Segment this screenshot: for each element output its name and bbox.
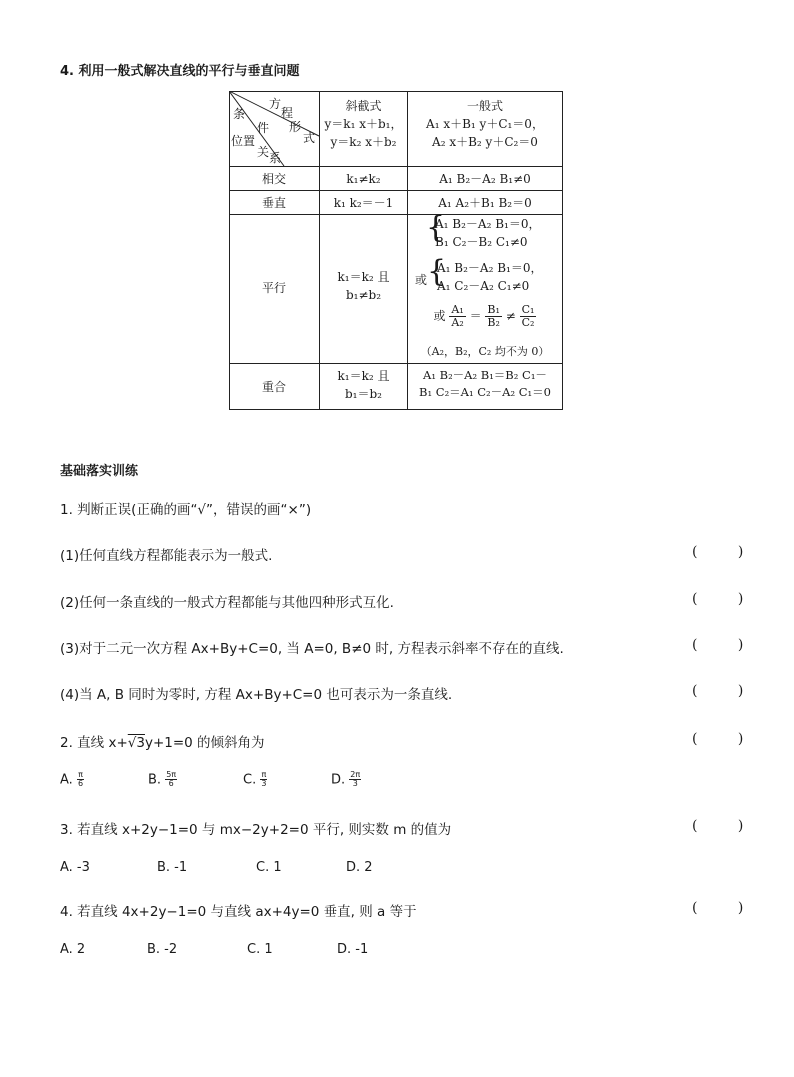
row-perpendicular-slope: k₁ k₂＝－1: [333, 196, 394, 210]
q1-item-3: (3)对于二元一次方程 Ax+By+C=0, 当 A=0, B≠0 时, 方程表示斜率不存在的直线.: [60, 641, 564, 657]
q3-option-c[interactable]: C. 1: [256, 860, 282, 875]
row-parallel-slope-line1: k₁＝k₂ 且: [337, 270, 390, 284]
q2-option-c-frac: [260, 771, 267, 789]
row-parallel-slope: [320, 268, 407, 304]
q1-title: 1. 判断正误(正确的画“√”，错误的画“×”): [60, 502, 312, 518]
ratio-c-num: C₁: [521, 303, 535, 316]
row-coincide-label: 重合: [261, 380, 286, 394]
q2-option-d[interactable]: [331, 771, 361, 789]
row-perpendicular-label: 垂直: [261, 196, 286, 210]
header-slope-intercept-eq2: y＝k₂ x＋b₂: [330, 135, 397, 149]
header-general-form: [408, 97, 562, 151]
q2-option-b[interactable]: [148, 771, 177, 789]
row-coincide-slope: [320, 367, 407, 403]
q3-option-b[interactable]: B. -1: [157, 860, 188, 875]
row-parallel-group2: [437, 259, 542, 295]
row-coincide-general-line2: B₁ C₂＝A₁ C₂－A₂ C₁＝0: [419, 385, 551, 400]
header-slope-intercept-eq1: y＝k₁ x＋b₁，: [324, 117, 403, 131]
q2-option-b-num: 5π: [166, 770, 177, 779]
row-parallel-group1-line2: B₁ C₂－B₂ C₁≠0: [435, 235, 528, 249]
q2-option-c-den: 3: [261, 779, 267, 789]
q2-option-d-frac: [349, 771, 361, 789]
section-title: 4. 利用一般式解决直线的平行与垂直问题: [60, 64, 300, 79]
row-parallel-ratio: [408, 304, 562, 329]
answer-blank-q1-1[interactable]: ( ): [692, 544, 762, 560]
q3-option-d[interactable]: D. 2: [346, 860, 373, 875]
ratio-c: [520, 304, 537, 329]
q2-stem-post: y+1=0 的倾斜角为: [144, 735, 265, 751]
answer-blank-q2[interactable]: ( ): [692, 731, 762, 747]
answer-blank-q1-4[interactable]: ( ): [692, 683, 762, 699]
q2-stem: [60, 731, 265, 751]
row-intersect-slope: k₁≠k₂: [346, 172, 381, 186]
row-intersect-label: 相交: [261, 172, 286, 186]
row-intersect-general: A₁ B₂－A₂ B₁≠0: [439, 172, 531, 186]
header-slope-intercept-title: 斜截式: [345, 99, 382, 113]
row-parallel-group1-line1: A₁ B₂－A₂ B₁＝0，: [435, 217, 541, 231]
q2-option-c-num: π: [261, 770, 267, 779]
corner-word-7: 位置: [231, 134, 256, 148]
corner-word-3: 形: [289, 120, 302, 134]
row-coincide-general: [408, 367, 562, 402]
ratio-a-num: A₁: [451, 303, 464, 316]
practice-title: 基础落实训练: [60, 464, 139, 479]
row-parallel-or-2: 或: [433, 309, 446, 324]
brace-2: {: [427, 254, 447, 289]
ratio-b: [485, 304, 502, 329]
corner-word-9: 系: [269, 151, 282, 165]
q2-option-a-letter: A.: [60, 772, 73, 788]
row-coincide-slope-line2: b₁＝b₂: [345, 387, 382, 401]
ratio-c-den: C₂: [521, 316, 535, 330]
q2-stem-pre: 2. 直线 x+: [60, 735, 128, 751]
answer-blank-q1-3[interactable]: ( ): [692, 637, 762, 653]
comparison-table: [229, 91, 563, 410]
row-parallel-or-1: 或: [415, 273, 428, 287]
row-parallel-note: （A₂，B₂，C₂ 均不为 0）: [420, 345, 550, 358]
q1-item-4: (4)当 A, B 同时为零时, 方程 Ax+By+C=0 也可表示为一条直线.: [60, 687, 453, 703]
row-parallel-label: 平行: [261, 281, 286, 295]
ratio-a: [449, 304, 465, 329]
q2-option-b-letter: B.: [148, 772, 162, 788]
answer-blank-q3[interactable]: ( ): [692, 818, 762, 834]
q2-option-d-den: 3: [352, 779, 358, 789]
q1-item-2: (2)任何一条直线的一般式方程都能与其他四种形式互化.: [60, 595, 394, 611]
corner-word-1: 方: [269, 97, 282, 111]
row-parallel-slope-line2: b₁≠b₂: [345, 288, 382, 302]
q4-option-a[interactable]: A. 2: [60, 942, 86, 957]
answer-blank-q1-2[interactable]: ( ): [692, 591, 762, 607]
row-parallel-group2-line2: A₁ C₂－A₂ C₁≠0: [437, 279, 530, 293]
header-slope-intercept: [320, 97, 407, 151]
q2-option-a[interactable]: [60, 771, 84, 789]
header-general-form-eq1: A₁ x＋B₁ y＋C₁＝0，: [426, 117, 544, 131]
row-coincide-general-line1: A₁ B₂－A₂ B₁＝B₂ C₁－: [423, 368, 547, 382]
corner-word-6: 件: [257, 121, 270, 135]
corner-word-2: 程: [281, 106, 294, 120]
header-general-form-eq2: A₂ x＋B₂ y＋C₂＝0: [432, 135, 538, 149]
ratio-b-num: B₁: [487, 303, 500, 316]
q4-stem: 4. 若直线 4x+2y−1=0 与直线 ax+4y=0 垂直, 则 a 等于: [60, 904, 417, 920]
corner-word-5: 条: [233, 107, 246, 121]
q3-stem: 3. 若直线 x+2y−1=0 与 mx−2y+2=0 平行, 则实数 m 的值为: [60, 822, 452, 838]
corner-word-8: 关: [257, 145, 270, 159]
q2-option-a-den: 6: [77, 779, 84, 789]
q2-option-a-frac: [77, 771, 84, 789]
q2-option-d-num: 2π: [350, 770, 361, 779]
row-coincide-slope-line1: k₁＝k₂ 且: [337, 369, 390, 383]
q2-option-b-den: 6: [168, 779, 174, 789]
ratio-equals: ＝: [469, 309, 482, 324]
q2-option-c-letter: C.: [243, 772, 257, 788]
q4-option-b[interactable]: B. -2: [147, 942, 178, 957]
q4-option-c[interactable]: C. 1: [247, 942, 273, 957]
corner-word-4: 式: [303, 131, 316, 145]
row-perpendicular-general: A₁ A₂＋B₁ B₂＝0: [438, 196, 532, 210]
answer-blank-q4[interactable]: ( ): [692, 900, 762, 916]
q1-item-1: (1)任何直线方程都能表示为一般式.: [60, 548, 273, 564]
ratio-not-equal: ≠: [505, 309, 516, 324]
table-row-divider-2: [229, 190, 563, 191]
q2-option-b-frac: [165, 771, 177, 789]
ratio-b-den: B₂: [487, 316, 500, 330]
row-parallel-group1: [435, 215, 540, 251]
row-parallel-group2-line1: A₁ B₂－A₂ B₁＝0，: [437, 261, 543, 275]
header-general-form-title: 一般式: [466, 99, 503, 113]
ratio-a-den: A₂: [451, 316, 464, 330]
q4-option-d[interactable]: D. -1: [337, 942, 369, 957]
q2-option-c[interactable]: [243, 771, 267, 789]
q2-sqrt: √3: [127, 735, 145, 751]
q2-option-a-num: π: [78, 770, 83, 779]
table-border-bottom: [229, 409, 563, 410]
q2-option-d-letter: D.: [331, 772, 346, 788]
q3-option-a[interactable]: A. -3: [60, 860, 90, 875]
table-row-divider-4: [229, 363, 563, 364]
brace-1: {: [426, 210, 446, 245]
